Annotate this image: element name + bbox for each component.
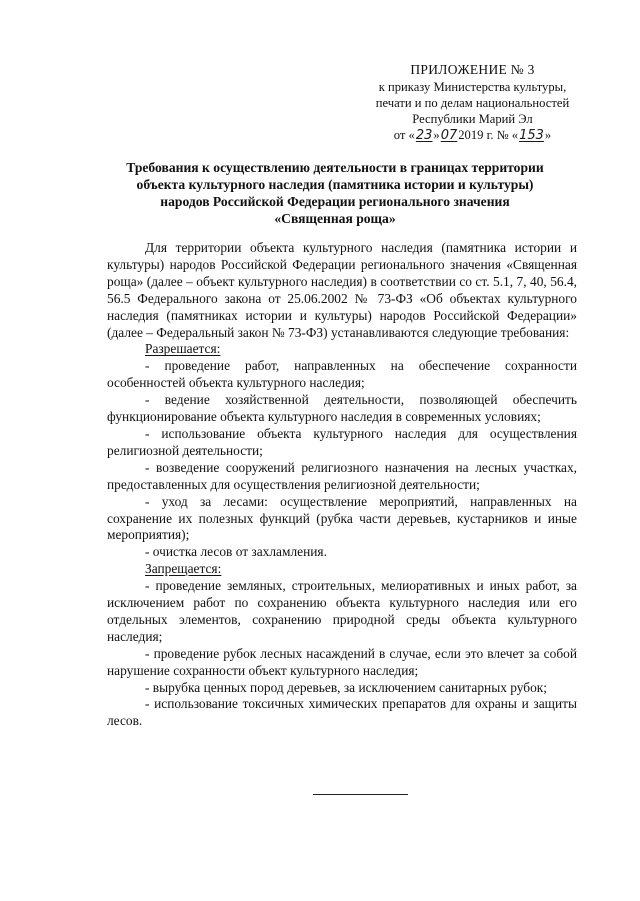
allowed-item: - возведение сооружений религиозного назначения на лесных участках, предоставленных для осуществления религиозной деятельности; [107,459,577,492]
title-line-1: Требования к осуществлению деятельности в границах территории [126,160,544,175]
appendix-header [360,62,585,144]
title-line-3: народов Российской Федерации регионального значения [160,194,510,209]
day-close: » [433,128,440,142]
allowed-item: - очистка лесов от захламления. [145,544,327,560]
date-prefix: от « [393,128,415,142]
allowed-item: - ведение хозяйственной деятельности, позволяющей обеспечить функционирование объекта культурного наследия в современных условиях; [107,392,577,425]
document-body [107,240,577,730]
order-number: 153 [519,128,544,143]
end-separator-line [313,794,408,795]
title-line-4: «Священная роща» [274,211,396,226]
header-line-3: Республики Марий Эл [412,112,533,126]
allowed-item: - использование объекта культурного наследия для осуществления религиозной деятельности; [107,425,577,458]
title-line-2: объекта культурного наследия (памятника истории и культуры) [136,177,534,192]
appendix-title: ПРИЛОЖЕНИЕ № 3 [410,62,535,77]
number-close: » [544,128,552,142]
year-text: 2019 г. № « [458,128,519,142]
header-line-1: к приказу Министерства культуры, [378,80,567,94]
forbidden-item: - проведение рубок лесных насаждений в случае, если это влечет за собой нарушение сохранности объект культурного наследия; [107,645,577,678]
allowed-item: - проведение работ, направленных на обеспечение сохранности особенностей объекта культурного наследия; [107,358,577,391]
order-day: 23 [415,128,433,143]
forbidden-item: - вырубка ценных пород деревьев, за исключением санитарных рубок; [145,679,548,695]
allowed-heading: Разрешается: [145,341,221,357]
order-month: 07 [440,128,458,143]
header-line-2: печати и по делам национальностей [375,96,570,110]
allowed-item: - уход за лесами: осуществление мероприятий, направленных на сохранение их полезных функций (рубка части деревьев, кустарников и иные мероприятия); [107,493,577,543]
document-title [100,159,570,227]
order-date-line [360,127,585,144]
forbidden-item: - использование токсичных химических препаратов для охраны и защиты лесов. [107,696,577,729]
intro-paragraph: Для территории объекта культурного наследия (памятника истории и культуры) народов Российской Федерации регионального значения «Священная роща» (далее – объект культурного наследия) в соответствии со ст. 5.1, 7, 40, 56.4, 56.5 Федерального закона от 25.06.2002 № 73-ФЗ «Об объектах культурного наследия (памятниках истории и культуры) народов Российской Федерации» (далее – Федеральный закон № 73-ФЗ) устанавливаются следующие требования: [107,240,577,340]
forbidden-item: - проведение земляных, строительных, мелиоративных и иных работ, за исключением работ по сохранению объекта культурного наследия или его отдельных элементов, сохранению природной среды объекта культурного наследия; [107,578,577,644]
forbidden-heading: Запрещается: [145,561,222,577]
